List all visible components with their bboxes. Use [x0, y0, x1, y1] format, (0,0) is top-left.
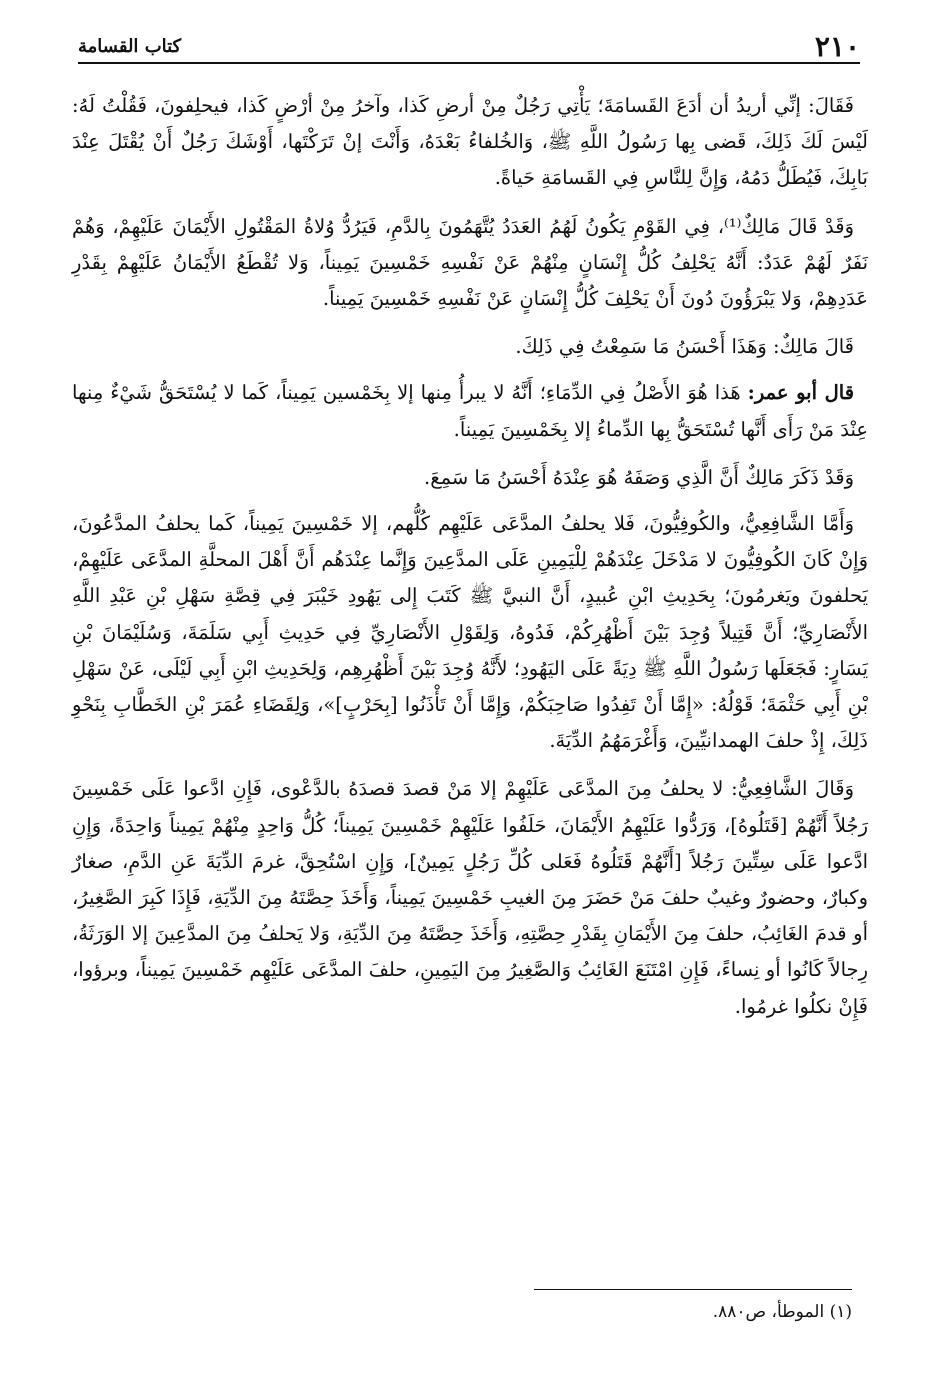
- running-header: [78, 30, 860, 62]
- header-rule: [78, 62, 860, 64]
- paragraph-text: وَأَمَّا الشَّافِعِيُّ، والكُوفِيُّونَ، فَلا يحلفُ المدَّعَى عَلَيْهِم كُلُّهم، إلا خَمْسِينَ يَمِيناً، كَما يحلفُ المدَّعُونَ، وَإِنْ كَانَ الكُوفِيُّونَ لا مَدْخَلَ عِنْدَهُمْ لِلْيَمِينِ عَلَى المدَّعِينَ وَإِنَّما عِنْدَهُم أَنَّ أَهْلَ المحلَّةِ المدَّعَى عَلَيْهِمْ، يَحلفونَ ويَغرمُونَ؛ بِحَدِيثِ ابْنِ عُبيدٍ، أَنَّ النبيَّ ﷺ كَتَبَ إِلى يَهُودِ خَيْبَرَ فِي قِصَّةِ سَهْلِ بْنِ عَبْدِ اللَّهِ الأَنْصَارِيِّ؛ أَنَّ قَتِيلاً وُجِدَ بَيْنَ أَظْهُرِكُمْ، فَدُوهُ، وَلِقَوْلِ الأَنْصَارِيِّ فِي حَدِيثِ أَبِي سَلَمَةَ، وَسُلَيْمَانَ بْنِ يَسَارٍ: فَجَعَلَها رَسُولُ اللَّهِ ﷺ دِيَةً عَلَى اليَهُودِ؛ لأَنَّهُ وُجِدَ بَيْنَ أَظْهُرِهِم، وَلِحَدِيثِ ابْنِ أَبِي لَيْلَى، عَنْ سَهْلِ بْنِ أَبِي حَثْمَةَ؛ قَوْلُهُ: «إِمَّا أَنْ تَفِدُوا صَاحِبَكُمْ، وَإِمَّا أَنْ تَأْذَنُوا [بِحَرْبٍ]»، وَلِقَضَاءِ عُمَرَ بْنِ الخَطَّابِ بِنَحْوِ ذَلِكَ، إِذْ حلفَ الهمدانيِّينَ، وَأَغْرَمَهُمُ الدِّيَةَ.: [72, 512, 868, 753]
- paragraph: [72, 88, 868, 197]
- paragraph: [72, 506, 868, 759]
- body-text: [72, 88, 868, 1037]
- paragraph-text: وَقَدْ ذَكَرَ مَالِكٌ أَنَّ الَّذِي وَصَفَهُ هُوَ عِنْدَهُ أَحْسَنُ مَا سَمِعَ.: [424, 465, 854, 489]
- paragraph-text: قَالَ مَالِكٌ: وَهَذَا أَحْسَنُ مَا سَمِعْتُ فِي ذَلِكَ.: [515, 335, 854, 359]
- footnote: (١) الموطأ، ص٨٨٠.: [712, 1302, 852, 1322]
- footnote-rule: [534, 1289, 852, 1290]
- paragraph-text: وَقَالَ الشَّافِعِيُّ: لا يحلفُ مِنَ المدَّعَى عَلَيْهِمْ إلا مَنْ قصدَ قصدَهُ بالدَّعْوى، فَإِنِ ادَّعوا عَلَى خَمْسِينَ رَجُلاً أَنَّهُمْ [قَتَلُوهُ]، وَرَدُّوا عَلَيْهِمُ الأَيْمَانَ، حَلَفُوا عَلَيْهِمْ خَمْسِينَ يَمِيناً؛ كُلُّ وَاحِدٍ مِنْهُمْ يَمِيناً وَاحِدَةً، وَإِنِ ادَّعوا عَلَى سِتِّينَ رَجُلاً [أَنَّهُمْ قَتَلُوهُ فَعَلى كُلِّ رَجُلٍ يَمِينٌ]، وَإِنِ اسْتُحِقَّ، غرمَ الدِّيَةَ عَنِ الدَّمِ، صغارٌ وكبارٌ، وحضورٌ وغيبٌ حلفَ مَنْ حَضَرَ مِنَ الغيبِ خَمْسِينَ يَمِيناً، وَأَخَذَ حِصَّتَهُ مِنَ الدِّيَةِ، فَإِذَا كَبِرَ الصَّغِيرُ، أو قدمَ الغَائِبُ، حلفَ مِنَ الأَيْمَانِ بِقَدْرِ حِصَّتِهِ، وَأَخَذَ حِصَّتَهُ مِنَ الدِّيَةِ، وَلا يَحلفُ مِنَ المدَّعِينَ إلا الوَرَثَةُ، رِجالاً كَانُوا أو نِساءً، فَإِنِ امْتَنَعَ الغَائِبُ وَالصَّغِيرُ مِنَ اليَمِينِ، حلفَ المدَّعَى عَلَيْهِم خَمْسِينَ يَمِيناً، وبرؤوا، فَإِنْ نكلُوا غرمُوا.: [72, 777, 868, 1018]
- page-number: ٢١٠: [814, 29, 860, 63]
- speaker-label: قال أبو عمر:: [747, 381, 855, 405]
- paragraph: [72, 329, 868, 365]
- book-title: كتاب القسامة: [78, 35, 182, 57]
- paragraph: [72, 460, 868, 496]
- paragraph: [72, 771, 868, 1024]
- paragraph: [72, 209, 868, 318]
- paragraph: [72, 375, 868, 447]
- paragraph-text: فَقَالَ: إنِّي أريدُ أن أدَعَ القَسامَةَ؛ يَأْتِي رَجُلٌ مِنْ أرضِ كَذا، وآخرُ مِنْ أرْضٍ كَذا، فيحلِفونَ، فَقُلْتُ لَهُ: لَيْسَ لَكَ ذَلِكَ، قَضى بِها رَسُولُ اللَّهِ ﷺ، وَالخُلفاءُ بَعْدَهُ، وَأَنْتَ إنْ تَرَكْتَها، أَوْشَكَ رَجُلٌ أَنْ يُقْتَلَ عِنْدَ بَابِكَ، فَيُطَلُّ دَمُهُ، وَإِنَّ لِلنَّاسِ فِي القَسامَةِ حَياةً.: [72, 94, 868, 190]
- paragraph-text: هَذا هُوَ الأَصْلُ فِي الدِّمَاءِ؛ أَنَّهُ لا يبرأُ مِنها إلا بِخَمْسين يَمِيناً، كَما لا يُسْتَحَقُّ شَيْءٌ مِنها عِنْدَ مَنْ رَأَى أَنَّها تُسْتَحَقُّ بِها الدِّماءُ إلا بِخَمْسِينَ يَمِيناً.: [72, 381, 868, 441]
- paragraph-text: وَقَدْ قَالَ مَالِكٌ⁽¹⁾، فِي القَوْمِ يَكُونُ لَهُمُ العَدَدُ يُتَّهَمُونَ بِالدَّمِ، فَيَرُدُّ وُلاةُ المَقْتُولِ الأَيْمَانَ عَلَيْهِمْ، وَهُمْ نَفَرٌ لَهُمْ عَدَدٌ: أَنَّهُ يَحْلِفُ كُلُّ إِنْسَانٍ مِنْهُمْ عَنْ نَفْسِهِ خَمْسِينَ يَمِيناً، وَلا تُقْطَعُ الأَيْمَانُ عَلَيْهِمْ بِقَدْرِ عَدَدِهِمْ، وَلا يَبْرَؤُونَ دُونَ أَنْ يَحْلِفَ كُلُّ إِنْسَانٍ عَنْ نَفْسِهِ خَمْسِينَ يَمِيناً.: [72, 214, 868, 311]
